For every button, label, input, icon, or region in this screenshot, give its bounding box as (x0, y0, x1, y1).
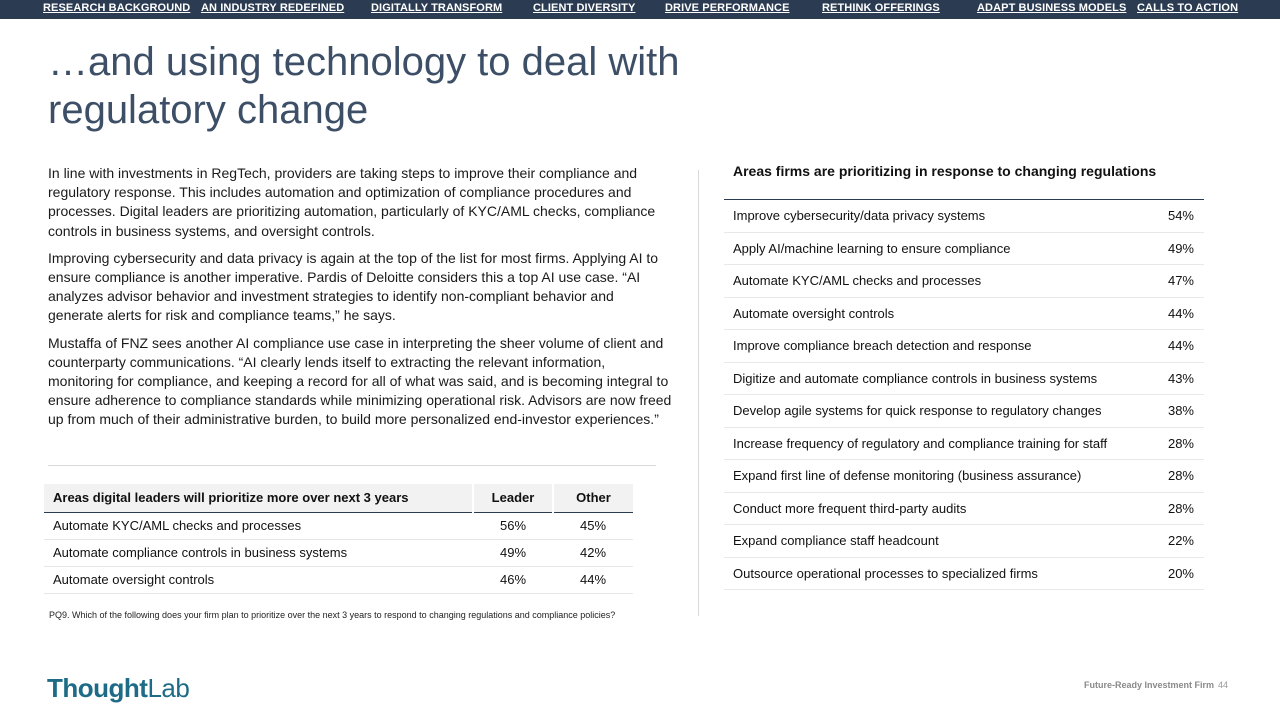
vertical-divider (698, 170, 699, 616)
top-navigation (0, 0, 1280, 19)
horizontal-divider (48, 465, 656, 466)
row-value: 28% (1134, 492, 1204, 525)
row-value: 44% (1134, 330, 1204, 363)
leader-value: 56% (473, 512, 553, 539)
body-paragraph-2: Improving cybersecurity and data privacy is again at the top of the list for most firms. Applying AI to ensure compliance is another imperative. Pardis of Deloitte considers this a top AI use case. “AI analyzes advisor behavior and investment strategies to identify non-compliant behavior and generate alerts for risk and compliance teams,” he says. (48, 249, 659, 324)
row-label: Conduct more frequent third-party audits (724, 492, 1134, 525)
table-row (724, 265, 1204, 298)
table-row (724, 525, 1204, 558)
leader-value: 46% (473, 566, 553, 593)
nav-adapt-business-models[interactable]: ADAPT BUSINESS MODELS (977, 2, 1127, 14)
row-label: Automate compliance controls in business systems (44, 539, 473, 566)
table-header-row (44, 484, 633, 512)
table-row (44, 512, 633, 539)
table-row (724, 297, 1204, 330)
table-row (724, 330, 1204, 363)
row-value: 47% (1134, 265, 1204, 298)
logo-text-bold: Thought (47, 673, 148, 703)
row-label: Improve cybersecurity/data privacy systems (724, 200, 1134, 233)
row-label: Apply AI/machine learning to ensure compliance (724, 232, 1134, 265)
table-row (724, 427, 1204, 460)
table-row (724, 395, 1204, 428)
row-value: 28% (1134, 427, 1204, 460)
nav-an-industry-redefined[interactable]: AN INDUSTRY REDEFINED (201, 2, 345, 14)
table-row (724, 492, 1204, 525)
row-value: 22% (1134, 525, 1204, 558)
logo-text-light: Lab (147, 673, 190, 703)
row-label: Automate oversight controls (44, 566, 473, 593)
nav-drive-performance[interactable]: DRIVE PERFORMANCE (665, 2, 790, 14)
table-row (724, 557, 1204, 590)
body-paragraph-1: In line with investments in RegTech, providers are taking steps to improve their compliance and regulatory response. This includes automation and optimization of compliance procedures and processes. Digital leaders are prioritizing automation, particularly of KYC/AML checks, compliance controls in business systems, and oversight controls. (48, 165, 656, 239)
other-value: 44% (553, 566, 633, 593)
row-label: Digitize and automate compliance controls in business systems (724, 362, 1134, 395)
nav-digitally-transform[interactable]: DIGITALLY TRANSFORM (371, 2, 503, 14)
nav-calls-to-action[interactable]: CALLS TO ACTION (1137, 2, 1239, 14)
leader-table-header: Areas digital leaders will prioritize more over next 3 years (44, 484, 473, 512)
row-value: 49% (1134, 232, 1204, 265)
row-label: Automate KYC/AML checks and processes (724, 265, 1134, 298)
row-label: Improve compliance breach detection and response (724, 330, 1134, 363)
row-value: 20% (1134, 557, 1204, 590)
table-row (44, 539, 633, 566)
page-number: 44 (1217, 680, 1228, 690)
nav-rethink-offerings[interactable]: RETHINK OFFERINGS (822, 2, 940, 14)
row-label: Expand first line of defense monitoring (business assurance) (724, 460, 1134, 493)
row-label: Expand compliance staff headcount (724, 525, 1134, 558)
row-label: Automate KYC/AML checks and processes (44, 512, 473, 539)
priority-table-title: Areas firms are prioritizing in response to changing regulations (733, 163, 1157, 179)
page-title: …and using technology to deal with regulatory change (48, 40, 680, 132)
table-row (724, 232, 1204, 265)
row-value: 38% (1134, 395, 1204, 428)
nav-client-diversity[interactable]: CLIENT DIVERSITY (533, 2, 636, 14)
row-value: 54% (1134, 200, 1204, 233)
table-row (44, 566, 633, 593)
row-value: 44% (1134, 297, 1204, 330)
leader-value: 49% (473, 539, 553, 566)
row-value: 28% (1134, 460, 1204, 493)
nav-research-background[interactable]: RESEARCH BACKGROUND (43, 2, 191, 14)
row-label: Develop agile systems for quick response to regulatory changes (724, 395, 1134, 428)
other-value: 45% (553, 512, 633, 539)
priority-table (724, 199, 1204, 590)
body-paragraph-3: Mustaffa of FNZ sees another AI compliance use case in interpreting the sheer volume of client and counterparty communications. “AI clearly lends itself to extracting the relevant information, monitoring for compliance, and keeping a record for all of what was said, and is becoming integral to ensure adherence to compliance standards while minimizing operational risk. Advisors are now freed up from much of their administrative burden, to build more personalized end-investor experiences.” (48, 334, 672, 428)
other-column-header: Other (553, 484, 633, 512)
leader-column-header: Leader (473, 484, 553, 512)
table-row (724, 200, 1204, 233)
row-label: Increase frequency of regulatory and compliance training for staff (724, 427, 1134, 460)
table-row (724, 460, 1204, 493)
other-value: 42% (553, 539, 633, 566)
row-value: 43% (1134, 362, 1204, 395)
footer-label: Future-Ready Investment Firm (1083, 680, 1214, 690)
row-label: Outsource operational processes to specialized firms (724, 557, 1134, 590)
leader-comparison-table (44, 484, 633, 594)
survey-footnote: PQ9. Which of the following does your firm plan to prioritize over the next 3 years to respond to changing regulations and compliance policies? (49, 610, 616, 620)
page-footer (1084, 680, 1228, 690)
row-label: Automate oversight controls (724, 297, 1134, 330)
thoughtlab-logo (47, 673, 189, 704)
table-row (724, 362, 1204, 395)
body-text (48, 164, 672, 438)
